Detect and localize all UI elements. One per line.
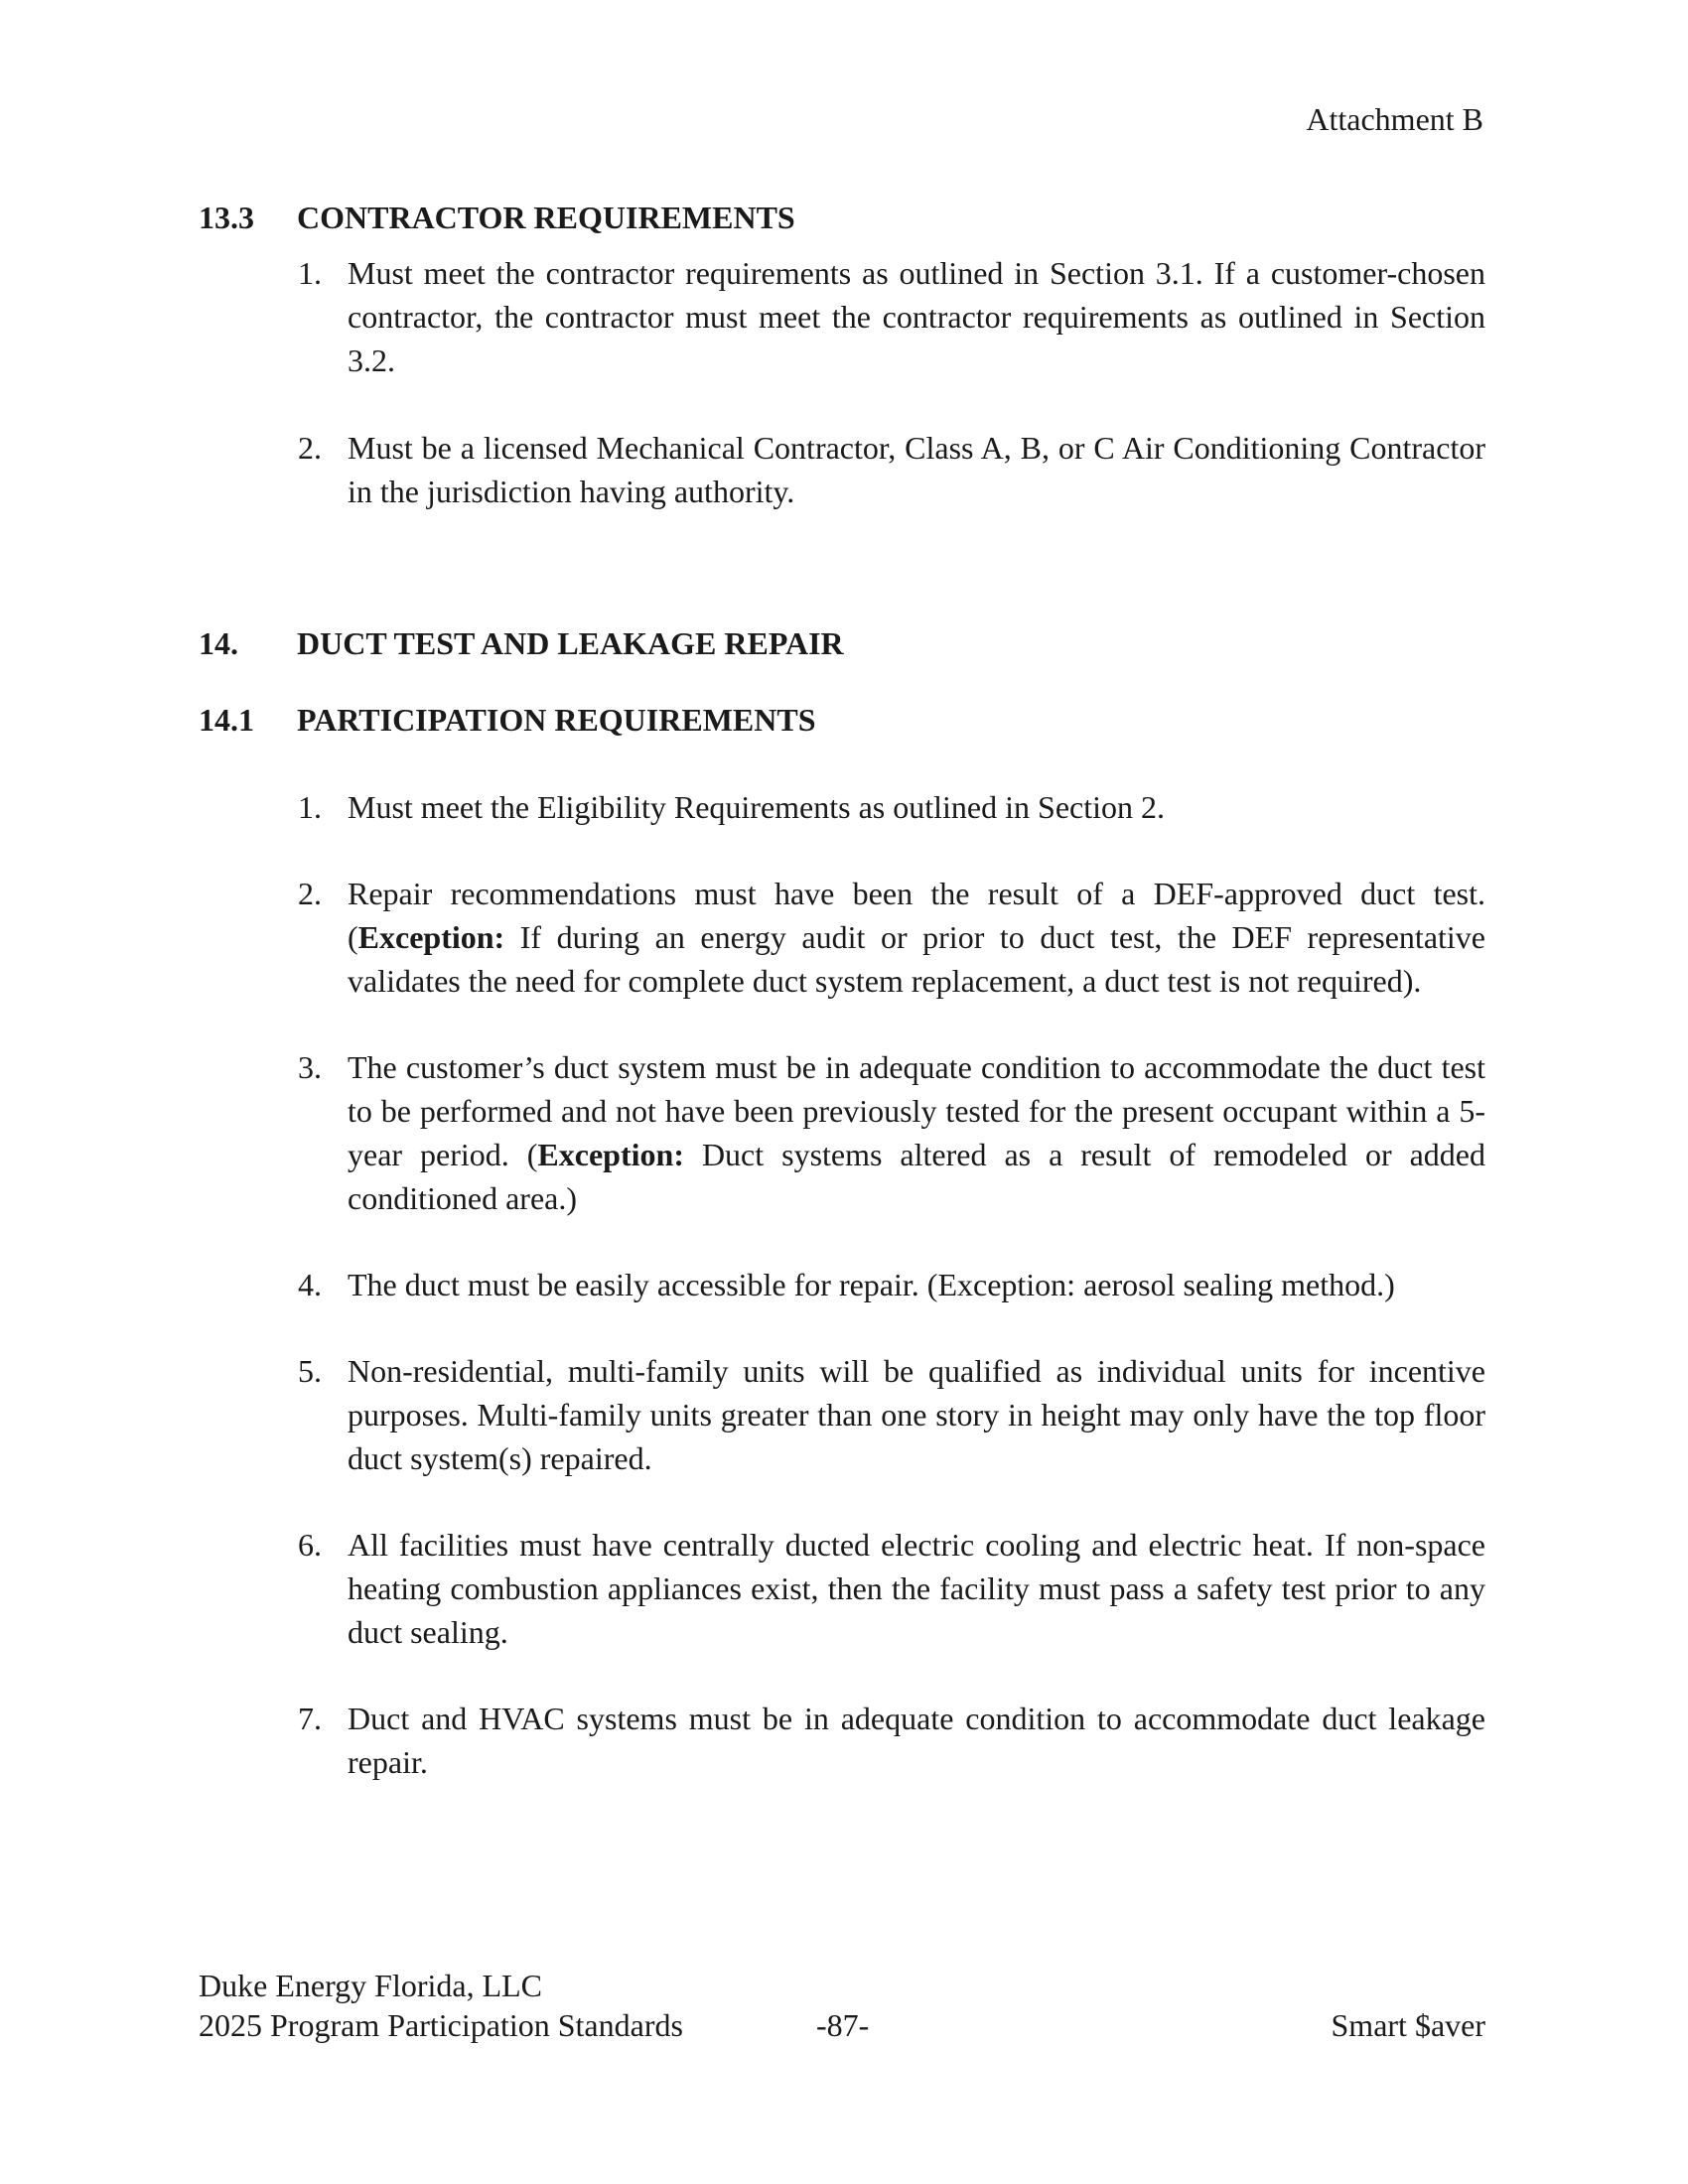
section-title: CONTRACTOR REQUIREMENTS xyxy=(297,200,795,235)
text-run: Repair recommendations must have been the result of a DEF-approved duct test. ( xyxy=(348,876,1485,955)
section-title: PARTICIPATION REQUIREMENTS xyxy=(297,702,816,738)
list-item-text: Must meet the Eligibility Requirements as outlined in Section 2. xyxy=(348,789,1165,825)
exception-label: Exception: xyxy=(357,919,505,955)
text-run: The customer’s duct system must be in adequate condition to accommodate the duct test to be performed and not have been previously tested for the present occupant within a 5-year period. ( xyxy=(348,1049,1485,1172)
text-run: Duct systems altered as a result of remodeled or added conditioned area.) xyxy=(348,1137,1486,1216)
list-item xyxy=(298,1045,1485,1220)
list-item-text: Non-residential, multi-family units will be qualified as individual units for incentive purposes. Multi-family units greater than one story in height may only have the top floor duct system(s) repaired. xyxy=(348,1353,1485,1476)
section-number: 14. xyxy=(199,625,238,661)
list-item-number: 6. xyxy=(298,1527,322,1563)
list-item-number: 4. xyxy=(298,1267,322,1302)
attachment-label: Attachment B xyxy=(1306,101,1483,137)
list-item-text: The duct must be easily accessible for repair. (Exception: aerosol sealing method.) xyxy=(348,1267,1395,1302)
text-run: If during an energy audit or prior to duct test, the DEF representative validates the need for complete duct system replacement, a duct test is not required). xyxy=(348,919,1485,999)
footer-program: Smart $aver xyxy=(1331,2007,1485,2043)
footer-company: Duke Energy Florida, LLC xyxy=(199,1968,543,2003)
section-number: 14.1 xyxy=(199,702,254,738)
list-item xyxy=(298,1523,1485,1654)
page-number: -87- xyxy=(816,2007,870,2043)
list-item-number: 1. xyxy=(298,789,322,825)
list-item-text: Duct and HVAC systems must be in adequate condition to accommodate duct leakage repair. xyxy=(348,1701,1485,1780)
section-number: 13.3 xyxy=(199,200,254,235)
section-title: DUCT TEST AND LEAKAGE REPAIR xyxy=(297,625,844,661)
list-item xyxy=(298,251,1485,382)
list-item xyxy=(298,1697,1485,1784)
list-item-text xyxy=(348,872,1485,1003)
list-item xyxy=(298,1263,1485,1306)
list-item-number: 7. xyxy=(298,1701,322,1736)
list-item xyxy=(298,785,1485,829)
list-item xyxy=(298,872,1485,1003)
list-item-number: 3. xyxy=(298,1049,322,1085)
list-item-text: All facilities must have centrally ducted electric cooling and electric heat. If non-space heating combustion appliances exist, then the facility must pass a safety test prior to any duct sealing. xyxy=(348,1527,1485,1650)
list-item-text: Must meet the contractor requirements as outlined in Section 3.1. If a customer-chosen contractor, the contractor must meet the contractor requirements as outlined in Section 3.2. xyxy=(348,255,1485,378)
list-item xyxy=(298,1349,1485,1480)
list-item-text: Must be a licensed Mechanical Contractor, Class A, B, or C Air Conditioning Contractor in the jurisdiction having authority. xyxy=(348,430,1485,509)
list-item xyxy=(298,426,1485,513)
footer-standards: 2025 Program Participation Standards xyxy=(199,2007,683,2043)
list-item-text xyxy=(348,1045,1485,1220)
list-item-number: 1. xyxy=(298,255,322,291)
list-item-number: 5. xyxy=(298,1353,322,1389)
list-item-number: 2. xyxy=(298,876,322,911)
exception-label: Exception: xyxy=(537,1137,684,1172)
list-item-number: 2. xyxy=(298,430,322,466)
